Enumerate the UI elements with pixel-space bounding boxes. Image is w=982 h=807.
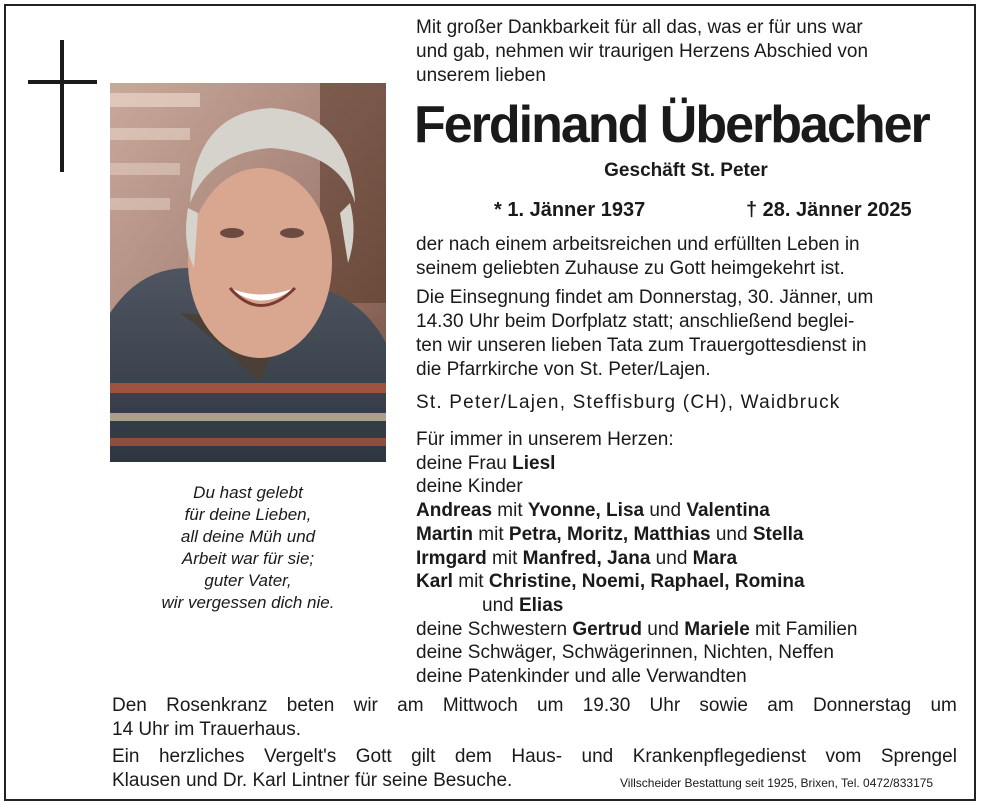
- life-line: seinem geliebten Zuhause zu Gott heimgekehrt ist.: [416, 258, 845, 279]
- word: um: [930, 695, 957, 716]
- word: 19.30: [582, 695, 631, 716]
- word: Vergelt's: [263, 746, 337, 767]
- family-godchildren: deine Patenkinder und alle Verwandten: [416, 666, 747, 688]
- family-wife: deine Frau Liesl: [416, 452, 556, 474]
- word: Krankenpflegedienst: [632, 746, 806, 767]
- death-date: † 28. Jänner 2025: [746, 199, 912, 221]
- word: wir: [353, 695, 378, 716]
- cross-icon-bar: [28, 80, 97, 84]
- word: Ein: [112, 746, 140, 767]
- poem-line: guter Vater,: [204, 571, 292, 590]
- life-text: [416, 233, 956, 281]
- word: Rosenkranz: [166, 695, 268, 716]
- poem-line: Du hast gelebt: [193, 483, 303, 502]
- family-sisters: deine Schwestern Gertrud und Mariele mit Familien: [416, 618, 858, 640]
- rosary-notice: [112, 694, 957, 742]
- blessing-line: die Pfarrkirche von St. Peter/Lajen.: [416, 359, 711, 380]
- business-subtitle: Geschäft St. Peter: [604, 160, 768, 181]
- word: Sprengel: [880, 746, 957, 767]
- intro-text: [416, 16, 956, 88]
- portrait-photo: [110, 83, 386, 462]
- word: Mittwoch: [442, 695, 518, 716]
- family-child-continued: und Elias: [482, 594, 564, 616]
- undertaker-credit: Villscheider Bestattung seit 1925, Brixen, Tel. 0472/833175: [620, 776, 934, 790]
- blessing-text: [416, 286, 956, 382]
- intro-line: unserem lieben: [416, 65, 546, 86]
- family-children-heading: deine Kinder: [416, 476, 523, 498]
- family-child: Irmgard mit Manfred, Jana und Mara: [416, 547, 738, 569]
- word: am: [397, 695, 424, 716]
- places-line: St. Peter/Lajen, Steffisburg (CH), Waidbruck: [416, 392, 841, 413]
- life-line: der nach einem arbeitsreichen und erfüllten Leben in: [416, 234, 860, 255]
- word: Uhr: [649, 695, 681, 716]
- family-list: [416, 428, 956, 689]
- family-inlaws: deine Schwäger, Schwägerinnen, Nichten, Neffen: [416, 642, 834, 664]
- word: sowie: [699, 695, 748, 716]
- birth-date: * 1. Jänner 1937: [494, 199, 646, 221]
- memorial-poem: [110, 482, 386, 614]
- word: Gott: [355, 746, 392, 767]
- word: beten: [286, 695, 335, 716]
- thanks-line: Klausen und Dr. Karl Lintner für seine Besuche.: [112, 770, 513, 791]
- word: am: [767, 695, 794, 716]
- intro-line: Mit großer Dankbarkeit für all das, was er für uns war: [416, 17, 863, 38]
- rosary-line: 14 Uhr im Trauerhaus.: [112, 719, 302, 740]
- word: und: [581, 746, 614, 767]
- family-child: Andreas mit Yvonne, Lisa und Valentina: [416, 500, 770, 522]
- thanks-line: [112, 745, 957, 769]
- deceased-name: Ferdinand Überbacher: [414, 96, 929, 154]
- poem-line: für deine Lieben,: [184, 505, 312, 524]
- poem-line: all deine Müh und: [180, 527, 316, 546]
- blessing-line: 14.30 Uhr beim Dorfplatz statt; anschließend beglei-: [416, 311, 855, 332]
- word: vom: [825, 746, 862, 767]
- poem-line: Arbeit war für sie;: [181, 549, 315, 568]
- rosary-line: [112, 694, 957, 718]
- family-child: Karl mit Christine, Noemi, Raphael, Romina: [416, 571, 805, 593]
- word: Donnerstag: [812, 695, 912, 716]
- word: Haus-: [511, 746, 563, 767]
- cross-icon: [60, 40, 64, 172]
- intro-line: und gab, nehmen wir traurigen Herzens Abschied von: [416, 41, 869, 62]
- word: gilt: [411, 746, 436, 767]
- word: um: [537, 695, 564, 716]
- word: dem: [454, 746, 492, 767]
- word: Den: [112, 695, 147, 716]
- word: herzliches: [158, 746, 245, 767]
- family-heading: Für immer in unserem Herzen:: [416, 429, 674, 450]
- blessing-line: Die Einsegnung findet am Donnerstag, 30. Jänner, um: [416, 287, 874, 308]
- poem-line: wir vergessen dich nie.: [161, 593, 335, 612]
- family-child: Martin mit Petra, Moritz, Matthias und Stella: [416, 523, 804, 545]
- blessing-line: ten wir unseren lieben Tata zum Trauergottesdienst in: [416, 335, 867, 356]
